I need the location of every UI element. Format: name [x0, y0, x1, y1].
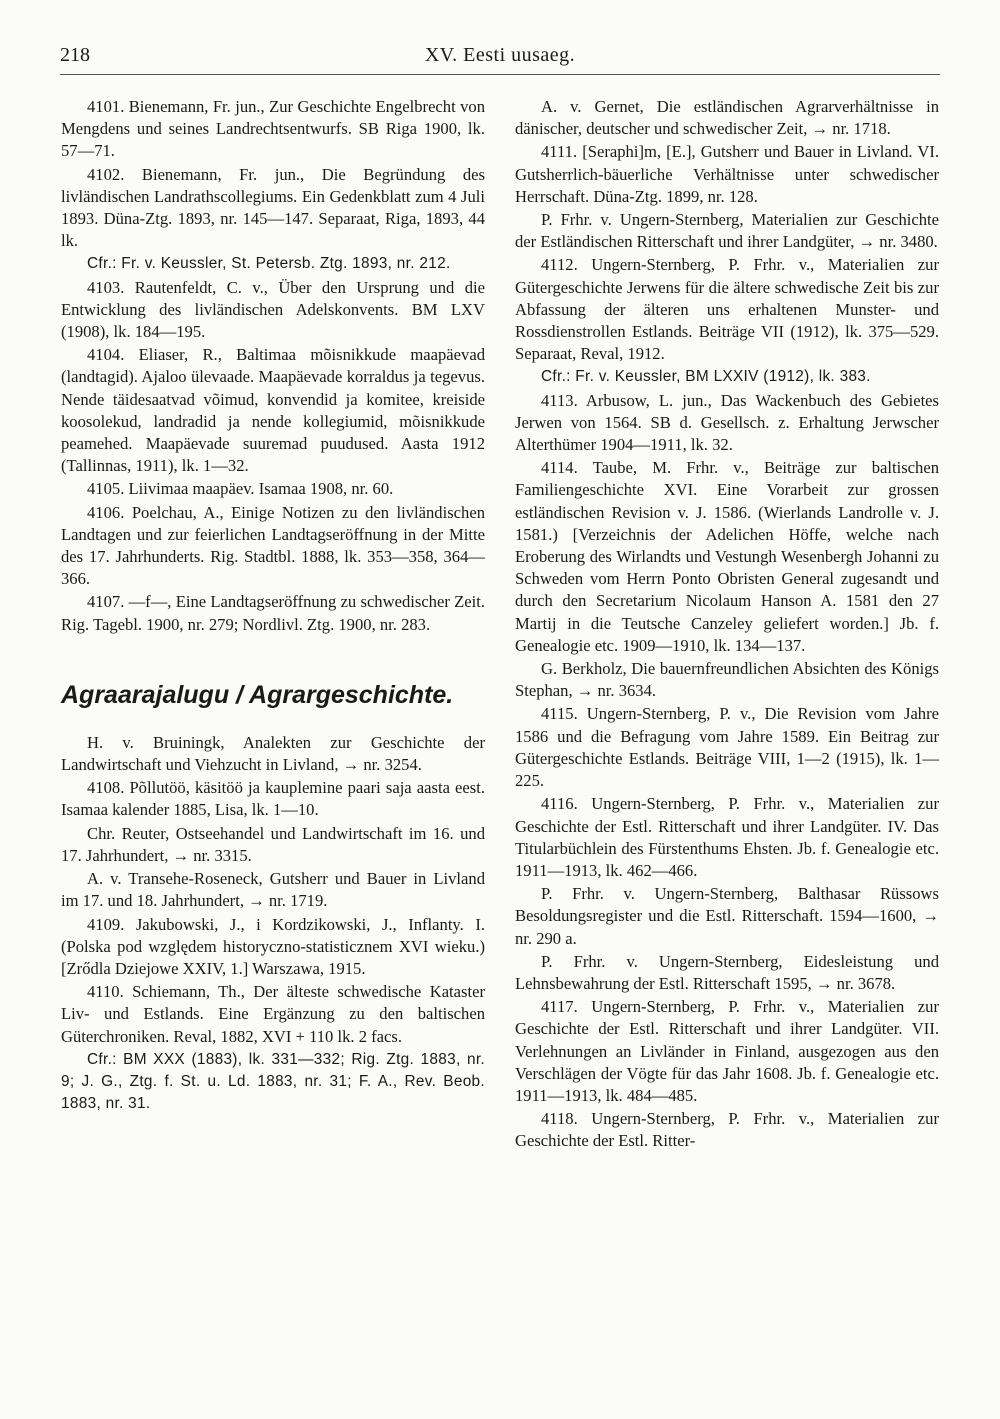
- bibliography-entry: 4111. [Seraphi]m, [E.], Gutsherr und Bauer in Livland. VI. Gutsherrlich-bäuerliche Verhältnisse unter schwedischer Herrschaft. Düna-Ztg. 1899, nr. 128.: [515, 142, 939, 206]
- bibliography-entry: P. Frhr. v. Ungern-Sternberg, Balthasar Rüssows Besoldungsregister und die Estl. Ritterschaft. 1594—1600, → nr. 290 a.: [515, 884, 939, 948]
- bibliography-entry: 4105. Liivimaa maapäev. Isamaa 1908, nr. 60.: [87, 479, 394, 499]
- bibliography-entry: 4114. Taube, M. Frhr. v., Beiträge zur baltischen Familiengeschichte XVI. Eine Vorarbeit zur grossen estländischen Revision v. J. 1586. (Wierlands Landrolle v. J. 1581.) [Verzeichnis der Adelichen Höffe, welche nach Eroberung des Wirlandts und Vestungh Wesenbergh Johanni zu Schweden vom Herrn Ponto Obristen General zugesandt und durch den Secretarium Nicolaum Hanson A. 1581 den 27 Martij in die Teutsche Canzeley geliefert worden.] Jb. f. Genealogie etc. 1909—1910, lk. 134—137.: [515, 458, 939, 655]
- bibliography-entry: H. v. Bruiningk, Analekten zur Geschichte der Landwirtschaft und Viehzucht in Livland, → nr. 3254.: [61, 732, 485, 775]
- bibliography-entry: 4112. Ungern-Sternberg, P. Frhr. v., Materialien zur Gütergeschichte Jerwens für die ältere schwedische Zeit bis zur Abfassung der älteren uns erhaltenen Munster- und Rossdienstrollen Estlands. Beiträge VII (1912), lk. 375—529. Separaat, Reval, 1912.: [515, 255, 939, 364]
- left-column: [61, 96, 485, 1116]
- running-title: XV. Eesti uusaeg.: [424, 44, 576, 66]
- right-column: [515, 96, 939, 1154]
- bibliography-entry: 4106. Poelchau, A., Einige Notizen zu den livländischen Landtagen und zur feierlichen Landtagseröffnung in der Mitte des 17. Jahrhunderts. Rig. Stadtbl. 1888, lk. 353—358, 364—366.: [61, 502, 485, 589]
- bibliography-entry: 4117. Ungern-Sternberg, P. Frhr. v., Materialien zur Geschichte der Estl. Ritterschaft und ihrer Landgüter. VII. Verlehnungen an Livländer in Finland, ausgezogen aus den Verschlägen der Vögte für das Jahr 1608. Jb. f. Genealogie etc. 1911—1913, lk. 484—485.: [515, 997, 939, 1105]
- bibliography-entry: 4108. Põllutöö, käsitöö ja kauplemine paari saja aasta eest. Isamaa kalender 1885, Lisa, lk. 1—10.: [61, 778, 485, 820]
- bibliography-entry: 4107. —f—, Eine Landtagseröffnung zu schwedischer Zeit. Rig. Tagebl. 1900, nr. 279; Nordlivl. Ztg. 1900, nr. 283.: [61, 592, 485, 634]
- bibliography-entry: P. Frhr. v. Ungern-Sternberg, Materialien zur Geschichte der Estländischen Ritterschaft und ihrer Landgüter, → nr. 3480.: [515, 210, 939, 252]
- bibliography-entry: 4102. Bienemann, Fr. jun., Die Begründung des livländischen Landrathscollegiums. Ein Gedenkblatt zum 4 Juli 1893. Düna-Ztg. 1893, nr. 145—147. Separaat, Riga, 1893, 44 lk.: [61, 164, 485, 251]
- page-number: 218: [60, 44, 90, 66]
- bibliography-entry: 4110. Schiemann, Th., Der älteste schwedische Kataster Liv- und Estlands. Eine Ergänzung zu den baltischen Güterchroniken. Reval, 1882, XVI + 110 lk. 2 facs.: [61, 982, 485, 1046]
- bibliography-entry: 4103. Rautenfeldt, C. v., Über den Ursprung und die Entwicklung des livländischen Adelskonvents. BM LXV (1908), lk. 184—195.: [61, 277, 485, 342]
- cfr-note: Cfr.: Fr. v. Keussler, St. Petersb. Ztg. 1893, nr. 212.: [87, 255, 451, 273]
- bibliography-entry: A. v. Transehe-Roseneck, Gutsherr und Bauer in Livland im 17. und 18. Jahrhundert, → nr. 1719.: [61, 869, 485, 911]
- bibliography-entry: 4113. Arbusow, L. jun., Das Wackenbuch des Gebietes Jerwen von 1564. SB d. Gesellsch. z. Erhaltung Jerwscher Alterthümer 1904—1911, lk. 32.: [515, 390, 939, 455]
- header-rule: [60, 74, 940, 75]
- bibliography-entry: 4115. Ungern-Sternberg, P. v., Die Revision vom Jahre 1586 und die Befragung vom Jahre 1589. Ein Beitrag zur Gütergeschichte Estlands. Beiträge VIII, 1—2 (1915), lk. 1—225.: [515, 704, 939, 791]
- bibliography-entry: 4118. Ungern-Sternberg, P. Frhr. v., Materialien zur Geschichte der Estl. Ritter-: [515, 1109, 939, 1151]
- bibliography-entry: A. v. Gernet, Die estländischen Agrarverhältnisse in dänischer, deutscher und schwedischer Zeit, → nr. 1718.: [515, 97, 939, 139]
- page-header: [60, 38, 940, 78]
- bibliography-entry: 4101. Bienemann, Fr. jun., Zur Geschichte Engelbrecht von Mengdens und seines Landrechtsentwurfs. SB Riga 1900, lk. 57—71.: [61, 97, 485, 161]
- bibliography-entry: 4109. Jakubowski, J., i Kordzikowski, J., Inflanty. I. (Polska pod względem historyczno-statisticznem XVI wieku.) [Zrődla Dziejowe XXIV, 1.] Warszawa, 1915.: [61, 914, 485, 978]
- bibliography-entry: 4116. Ungern-Sternberg, P. Frhr. v., Materialien zur Geschichte der Estl. Ritterschaft und ihrer Landgüter. IV. Das Titularbüchlein des Fürstenthums Ehsten. Jb. f. Genealogie etc. 1911—1913, lk. 462—466.: [515, 794, 939, 880]
- bibliography-entry: G. Berkholz, Die bauernfreundlichen Absichten des Königs Stephan, → nr. 3634.: [515, 659, 939, 701]
- cfr-note: Cfr.: Fr. v. Keussler, BM LXXIV (1912), lk. 383.: [541, 368, 871, 386]
- cfr-note: Cfr.: BM XXX (1883), lk. 331—332; Rig. Ztg. 1883, nr. 9; J. G., Ztg. f. St. u. Ld. 1883, nr. 31; F. A., Rev. Beob. 1883, nr. 31.: [61, 1050, 485, 1113]
- bibliography-entry: Chr. Reuter, Ostseehandel und Landwirtschaft im 16. und 17. Jahrhundert, → nr. 3315.: [61, 823, 485, 865]
- bibliography-entry: P. Frhr. v. Ungern-Sternberg, Eidesleistung und Lehnsbewahrung der Estl. Ritterschaft 1595, → nr. 3678.: [515, 951, 939, 993]
- bibliography-entry: 4104. Eliaser, R., Baltimaa mõisnikkude maapäevad (landtagid). Ajaloo ülevaade. Maapäevade korraldus ja tegevus. Nende täidesaatvad võimud, konvendid ja komitee, kreiside koosolekud, landradid ja nende kollegiumid, mõisnikkude peamehed. Maapäevade suuremad puudused. Aasta 1912 (Tallinnas, 1911), lk. 1—32.: [61, 345, 485, 476]
- section-heading: Agraarajalugu / Agrargeschichte.: [61, 680, 454, 709]
